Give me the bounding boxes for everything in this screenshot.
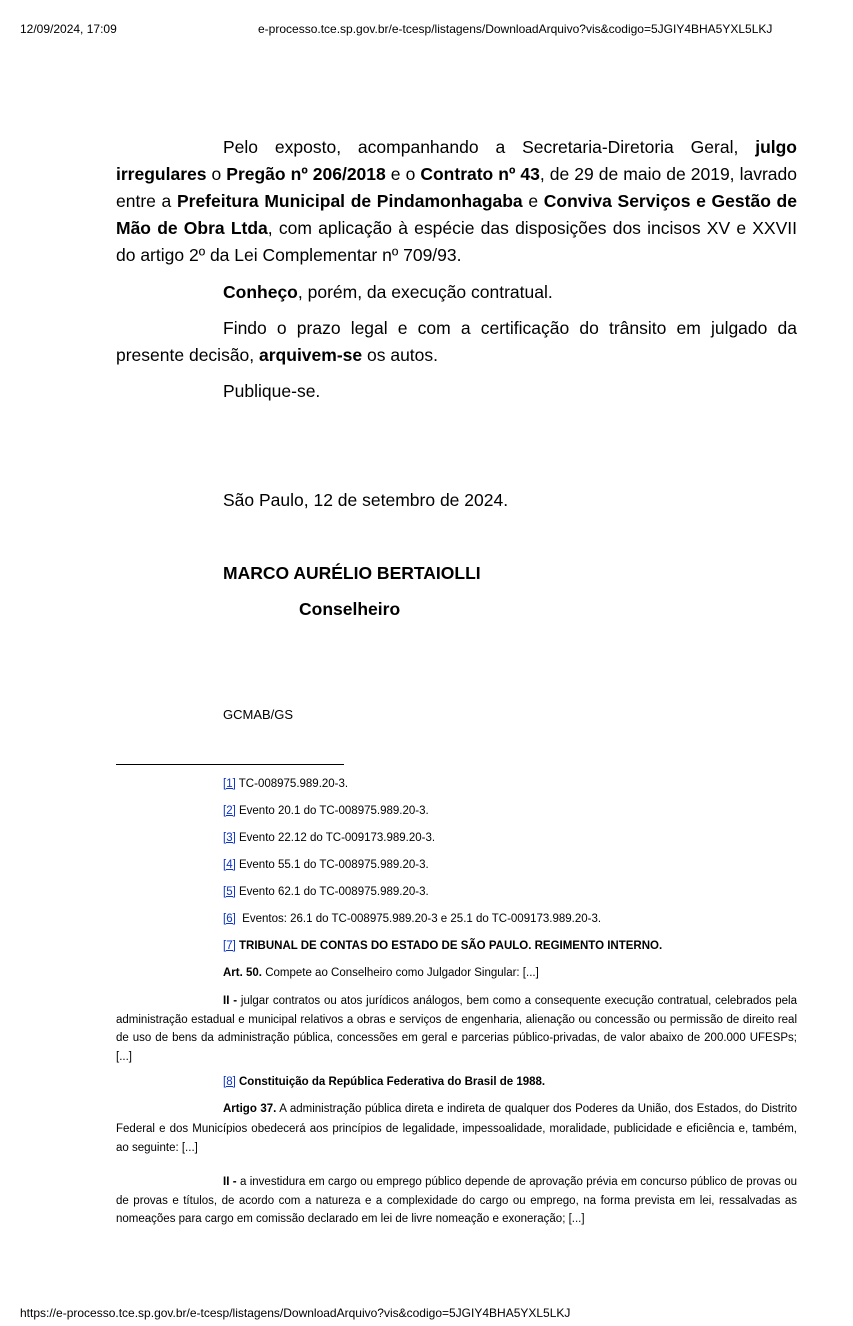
paragraph-judgment (116, 134, 797, 269)
footnote-text: Evento 20.1 do TC-008975.989.20-3. (235, 805, 429, 817)
bold-run: Conviva Serviços e Gestão de Mão de Obra Ltda (116, 191, 797, 238)
footnote-ref-1[interactable]: [1] (223, 778, 236, 790)
item-label: II - (223, 1176, 237, 1188)
bold-run: Prefeitura Municipal de Pindamonhagaba (176, 191, 523, 211)
footnote-2 (223, 803, 429, 819)
text-run: Pelo exposto, acompanhando a Secretaria-Diretoria Geral, (223, 137, 756, 157)
signer-name: MARCO AURÉLIO BERTAIOLLI (223, 563, 481, 583)
bold-run: Contrato nº 43 (420, 164, 540, 184)
article-label: Art. 50. (223, 967, 262, 979)
footnote-ref-6[interactable]: [6] (223, 913, 236, 925)
footnote-8 (223, 1074, 545, 1090)
item-label: II - (223, 995, 238, 1007)
bold-run: julgo irregulares (116, 137, 797, 184)
footnote-ref-3[interactable]: [3] (223, 832, 236, 844)
footnote-title: Constituição da República Federativa do Brasil de 1988. (239, 1076, 546, 1088)
text-run: e o (385, 164, 421, 184)
text-run: , de 29 de maio de 2019, lavrado entre a (116, 164, 797, 211)
footnote-4 (223, 857, 429, 873)
signer-title: Conselheiro (299, 599, 401, 619)
print-url: e-processo.tce.sp.gov.br/e-tcesp/listagens/DownloadArquivo?vis&codigo=5JGIY4BHA5YXL5LKJ (258, 22, 773, 36)
text-run: , com aplicação à espécie das disposições dos incisos XV e XXVII do artigo 2º da Lei Complementar nº 709/93. (116, 218, 798, 265)
text-run: os autos. (362, 345, 439, 365)
print-datetime: 12/09/2024, 17:09 (20, 22, 117, 36)
footnote-ref-5[interactable]: [5] (223, 886, 236, 898)
paragraph-acknowledge (116, 279, 797, 306)
paragraph-archive (116, 315, 797, 369)
footnote-ref-8[interactable]: [8] (223, 1076, 236, 1088)
footnote-1 (223, 776, 348, 792)
footnote-7-article (223, 965, 539, 981)
footnote-text: Evento 22.12 do TC-009173.989.20-3. (235, 832, 436, 844)
item-text: julgar contratos ou atos jurídicos análogos, bem como a consequente execução contratual, celebrados pela administração estadual e municipal relativos a obras e serviços de engenharia, alienação ou concessão ou permissão de direito real de uso de bens da administração pública, concessões em geral e parcerias público-privadas, de valor abaixo de 200.000 UFESPs; [...] (116, 995, 798, 1063)
item-text: a investidura em cargo ou emprego público depende de aprovação prévia em concurso público de provas ou de provas e títulos, de acordo com a natureza e a complexidade do cargo ou emprego, na forma prevista em lei, ressalvadas as nomeações para cargo em comissão declarado em lei de livre nomeação e exoneração; [...] (116, 1176, 797, 1225)
footnote-title: TRIBUNAL DE CONTAS DO ESTADO DE SÃO PAULO. REGIMENTO INTERNO. (239, 940, 663, 952)
article-text: A administração pública direta e indireta de qualquer dos Poderes da União, dos Estados, do Distrito Federal e dos Municípios obedecerá aos princípios de legalidade, impessoalidade, moralidade, publicidade e eficiência e, também, ao seguinte: [...] (116, 1103, 797, 1154)
article-text: Compete ao Conselheiro como Julgador Singular: [...] (262, 967, 539, 979)
paragraph-publish: Publique-se. (223, 381, 321, 401)
bold-run: Pregão nº 206/2018 (226, 164, 386, 184)
footnote-text: Evento 62.1 do TC-008975.989.20-3. (235, 886, 429, 898)
bold-run: arquivem-se (259, 345, 363, 365)
text-run: Findo o prazo legal e com a certificação do trânsito em julgado da presente decisão, (116, 318, 797, 365)
office-code: GCMAB/GS (223, 707, 294, 722)
footnote-8-article (116, 1100, 797, 1159)
footer-url: https://e-processo.tce.sp.gov.br/e-tcesp/listagens/DownloadArquivo?vis&codigo=5JGIY4BHA5YXL5LKJ (20, 1306, 571, 1320)
footnote-divider (116, 764, 344, 765)
text-run: e (522, 191, 544, 211)
footnote-6 (223, 911, 601, 927)
footnote-text: Evento 55.1 do TC-008975.989.20-3. (235, 859, 429, 871)
footnote-5 (223, 884, 429, 900)
footnote-3 (223, 830, 435, 846)
article-label: Artigo 37. (223, 1103, 277, 1115)
bold-run: Conheço (223, 282, 298, 302)
footnote-ref-2[interactable]: [2] (223, 805, 236, 817)
text-run: o (206, 164, 227, 184)
footnote-8-item (116, 1173, 797, 1229)
footnote-text: Eventos: 26.1 do TC-008975.989.20-3 e 25.1 do TC-009173.989.20-3. (235, 913, 602, 925)
place-date: São Paulo, 12 de setembro de 2024. (223, 490, 509, 510)
footnote-text: TC-008975.989.20-3. (235, 778, 349, 790)
footnote-7 (223, 938, 662, 954)
footnote-ref-4[interactable]: [4] (223, 859, 236, 871)
footnote-7-item (116, 992, 797, 1066)
text-run: , porém, da execução contratual. (297, 282, 553, 302)
footnote-ref-7[interactable]: [7] (223, 940, 236, 952)
